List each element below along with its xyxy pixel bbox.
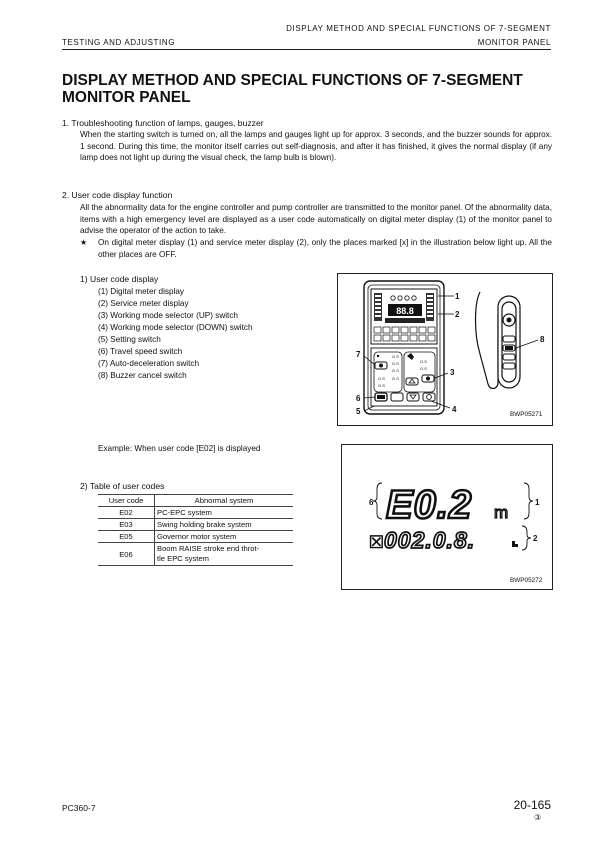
- figure-monitor-panel: [337, 273, 553, 426]
- callout-7: 7: [356, 350, 361, 359]
- footer-revision-mark: ③: [534, 813, 542, 822]
- section2-body: All the abnormality data for the engine controller and pump controller are transmitted to the monitor panel. Of the abnormality data, items with a high emergency level are displayed as a user code automatically on digital meter display (1) of the monitor panel to advise the operator of the action to take.: [80, 203, 552, 236]
- abnormal-system-cell: Governor motor system: [155, 531, 294, 543]
- list-item: (4) Working mode selector (DOWN) switch: [98, 323, 253, 332]
- x-marked-box-icon: ⊠: [368, 531, 385, 553]
- svg-text:O.S: O.S: [420, 359, 427, 364]
- page-title-line1: DISPLAY METHOD AND SPECIAL FUNCTIONS OF 7-SEGMENT: [62, 72, 523, 89]
- section2-note: On digital meter display (1) and service meter display (2), only the places marked [x] in the illustration below light up. All the other places are OFF.: [98, 238, 552, 259]
- star-icon: ★: [80, 238, 88, 247]
- list-item: (6) Travel speed switch: [98, 347, 183, 356]
- column-header-user-code: User code: [98, 495, 155, 507]
- user-code-cell: E03: [98, 519, 155, 531]
- table-row: [98, 519, 293, 531]
- component-list: [98, 286, 253, 382]
- table-row: [98, 507, 293, 519]
- left-marker: 6: [369, 498, 374, 507]
- list-item: (7) Auto-deceleration switch: [98, 359, 200, 368]
- list-item: (1) Digital meter display: [98, 287, 184, 296]
- example-caption: Example: When user code [E02] is displayed: [98, 444, 261, 453]
- abnormal-system-cell: Boom RAISE stroke end throt- tle EPC system: [155, 543, 294, 566]
- svg-text:O.S: O.S: [392, 354, 399, 359]
- svg-text:O.S: O.S: [392, 361, 399, 366]
- table-header-row: [98, 495, 293, 507]
- monitor-panel-drawing: [338, 274, 552, 425]
- figure1-code: BWP05271: [510, 411, 543, 418]
- callout-6: 6: [356, 394, 361, 403]
- section2-heading: 2. User code display function: [62, 190, 173, 200]
- abnormal-system-cell: PC-EPC system: [155, 507, 294, 519]
- user-code-digits: E0.2: [386, 483, 473, 527]
- callout-display-1: 1: [535, 498, 540, 507]
- header-title-line1: DISPLAY METHOD AND SPECIAL FUNCTIONS OF 7-SEGMENT: [286, 24, 551, 33]
- list-item: (8) Buzzer cancel switch: [98, 371, 187, 380]
- page-title: [62, 72, 562, 106]
- header-title-line2: MONITOR PANEL: [477, 38, 551, 47]
- section1-body: When the starting switch is turned on, all the lamps and gauges light up for approx. 3 seconds, and the buzzer sounds for approx. 1 second. During this time, the monitor itself carries out self-diagnosis, and after it has finished, it gives the normal display (if any lamp does not light up during the visual check, the lamp bulb is blown).: [80, 130, 552, 163]
- svg-text:O.S: O.S: [378, 376, 385, 381]
- callout-1: 1: [455, 292, 460, 301]
- subsection2-heading: 2) Table of user codes: [80, 481, 165, 491]
- digital-display-drawing: [342, 445, 552, 589]
- table-row: [98, 543, 293, 566]
- section1-heading: 1. Troubleshooting function of lamps, gauges, buzzer: [62, 118, 264, 128]
- footer-model: PC360-7: [62, 803, 96, 813]
- subsection1-heading: 1) User code display: [80, 274, 159, 284]
- callout-8: 8: [540, 335, 545, 344]
- svg-text:O.S: O.S: [392, 376, 399, 381]
- page-title-line2: MONITOR PANEL: [62, 89, 191, 106]
- user-code-table: [98, 494, 293, 566]
- list-item: (3) Working mode selector (UP) switch: [98, 311, 238, 320]
- header-section-name: TESTING AND ADJUSTING: [62, 38, 176, 47]
- user-code-cell: E06: [98, 543, 155, 566]
- abnormal-system-cell: Swing holding brake system: [155, 519, 294, 531]
- callout-2: 2: [455, 310, 460, 319]
- header-rule: [62, 49, 551, 50]
- figure2-code: BWP05272: [510, 577, 543, 584]
- mini-digit-display: 88.8: [396, 306, 414, 316]
- list-item: (2) Service meter display: [98, 299, 189, 308]
- list-item: (5) Setting switch: [98, 335, 161, 344]
- svg-text:O.S: O.S: [392, 368, 399, 373]
- callout-3: 3: [450, 368, 455, 377]
- column-header-abnormal-system: Abnormal system: [155, 495, 294, 507]
- callout-display-2: 2: [533, 534, 538, 543]
- table-row: [98, 531, 293, 543]
- svg-text:O.S: O.S: [420, 366, 427, 371]
- hour-meter-digits: 002.0.8.: [384, 527, 476, 553]
- callout-4: 4: [452, 405, 457, 414]
- callout-5: 5: [356, 407, 361, 416]
- figure-digital-display: [341, 444, 553, 590]
- user-code-cell: E05: [98, 531, 155, 543]
- svg-text:O.S: O.S: [378, 383, 385, 388]
- footer-page-number: 20-165: [513, 798, 551, 812]
- user-code-cell: E02: [98, 507, 155, 519]
- unit-m-glyph: m: [494, 503, 509, 522]
